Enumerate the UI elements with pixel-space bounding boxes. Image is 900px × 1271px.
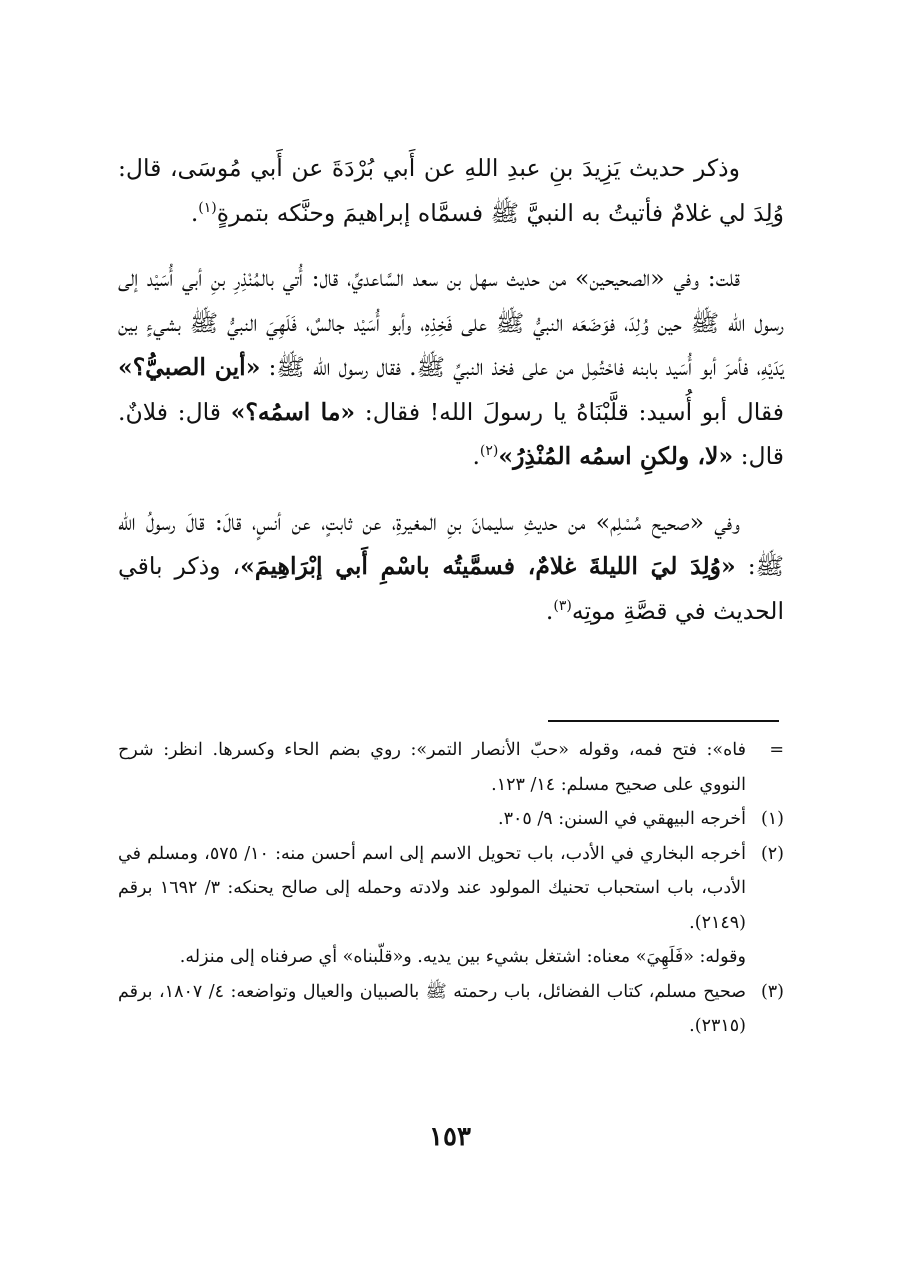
text-run: . (190, 198, 199, 227)
paragraph (118, 146, 784, 235)
footnote-text: وقوله: «فَلَهِيَ» معناه: اشتغل بشيء بين يديه. و«قلّبناه» أي صرفناه إلى منزله. (179, 947, 746, 967)
footnote-body (118, 733, 746, 802)
footnote-mark: (٢) (760, 843, 784, 864)
text-run: فقال أبو أُسيد: قلَّبْنَاهُ يا رسولَ الله! فقال: (355, 397, 785, 426)
text-run: . (545, 596, 554, 625)
footnote (118, 733, 784, 802)
footnote (118, 837, 784, 975)
hadith-quote: «لا، ولكنِ اسمُه المُنْذِرُ» (498, 442, 734, 470)
footnote-mark: (١) (760, 809, 784, 829)
footnote (118, 975, 784, 1044)
hadith-quote: «أين الصبيُّ؟» (118, 353, 261, 381)
text-run: وذكر حديث يَزِيدَ بنِ عبدِ اللهِ عن أَبي بُرْدَةَ عن أَبي مُوسَى، قال: وُلِدَ لي غلامٌ فأتيتُ به النبيَّ ﷺ فسمَّاه إبراهيمَ وحنَّكه بتمرةٍ (118, 154, 784, 227)
footnote-text: فاه»: فتح فمه، وقوله «حبّ الأنصار التمر»: روي بضم الحاء وكسرها. انظر: شرح النووي على صحيح مسلم: ١٤/ ١٢٣. (118, 740, 746, 795)
footnote-mark: = (769, 740, 784, 760)
text-run: وفي «صحيح مُسْلِم» من حديثِ سليمانَ بنِ المغيرةِ، عن ثابتٍ، عن أنسٍ، قالَ: قالَ رسولُ الله ﷺ: (118, 507, 784, 580)
footnote-body (118, 837, 746, 975)
text-run: قلت: وفي «الصحيحين» من حديث سهل بن سعد السَّاعديِّ، قال: أُتي بالمُنْذِرِ بنِ أبي أُسَيْد إلى رسول الله ﷺ حين وُلِدَ، فوَضَعَه النبيُّ ﷺ على فَخِذِهِ، وأبو أُسَيْد جالسٌ، فَلَهِيَ النبيُّ ﷺ بشيءٍ بين يَدَيْهِ، فأمرَ أبو أُسَيد بابنه فاحْتُمِل من على فخذ النبيِّ ﷺ. فقال رسول الله ﷺ: (118, 264, 785, 381)
hadith-quote: «ما اسمُه؟» (230, 397, 356, 426)
footnotes (118, 733, 784, 1044)
footnote-text: صحيح مسلم، كتاب الفضائل، باب رحمته ﷺ بالصبيان والعيال وتواضعه: ٤/ ١٨٠٧، برقم (٢٣١٥). (118, 981, 746, 1036)
footnote-ref: (٢) (479, 443, 499, 460)
footnote-ref: (٣) (553, 597, 572, 614)
footnote-body (118, 802, 746, 837)
paragraph (118, 256, 784, 479)
footnote-mark: (٣) (760, 981, 784, 1002)
footnote-separator (548, 720, 779, 722)
paragraph (118, 500, 784, 634)
footnote (118, 802, 784, 837)
footnote-body (118, 975, 746, 1044)
hadith-quote: «وُلِدَ ليَ الليلةَ غلامٌ، فسمَّيتُه باسْمِ أَبي إبْرَاهِيمَ» (240, 552, 736, 580)
footnote-text: أخرجه البيهقي في السنن: ٩/ ٣٠٥. (498, 809, 746, 829)
text-run: . (472, 442, 480, 470)
main-text (118, 146, 784, 654)
footnote-text: أخرجه البخاري في الأدب، باب تحويل الاسم إلى اسم أحسن منه: ١٠/ ٥٧٥، ومسلم في الأدب، باب استحباب تحنيك المولود عند ولادته وحمله إلى صالح يحنكه: ٣/ ١٦٩٢ برقم (٢١٤٩). (118, 843, 746, 933)
footnote-ref: (١) (198, 199, 217, 216)
text-run: قال: فلانٌ. قال: (118, 397, 784, 470)
text-run: ، وذكر باقي الحديث في قصَّةِ موتِه (118, 552, 784, 625)
page-number: ١٥٣ (429, 1122, 471, 1152)
